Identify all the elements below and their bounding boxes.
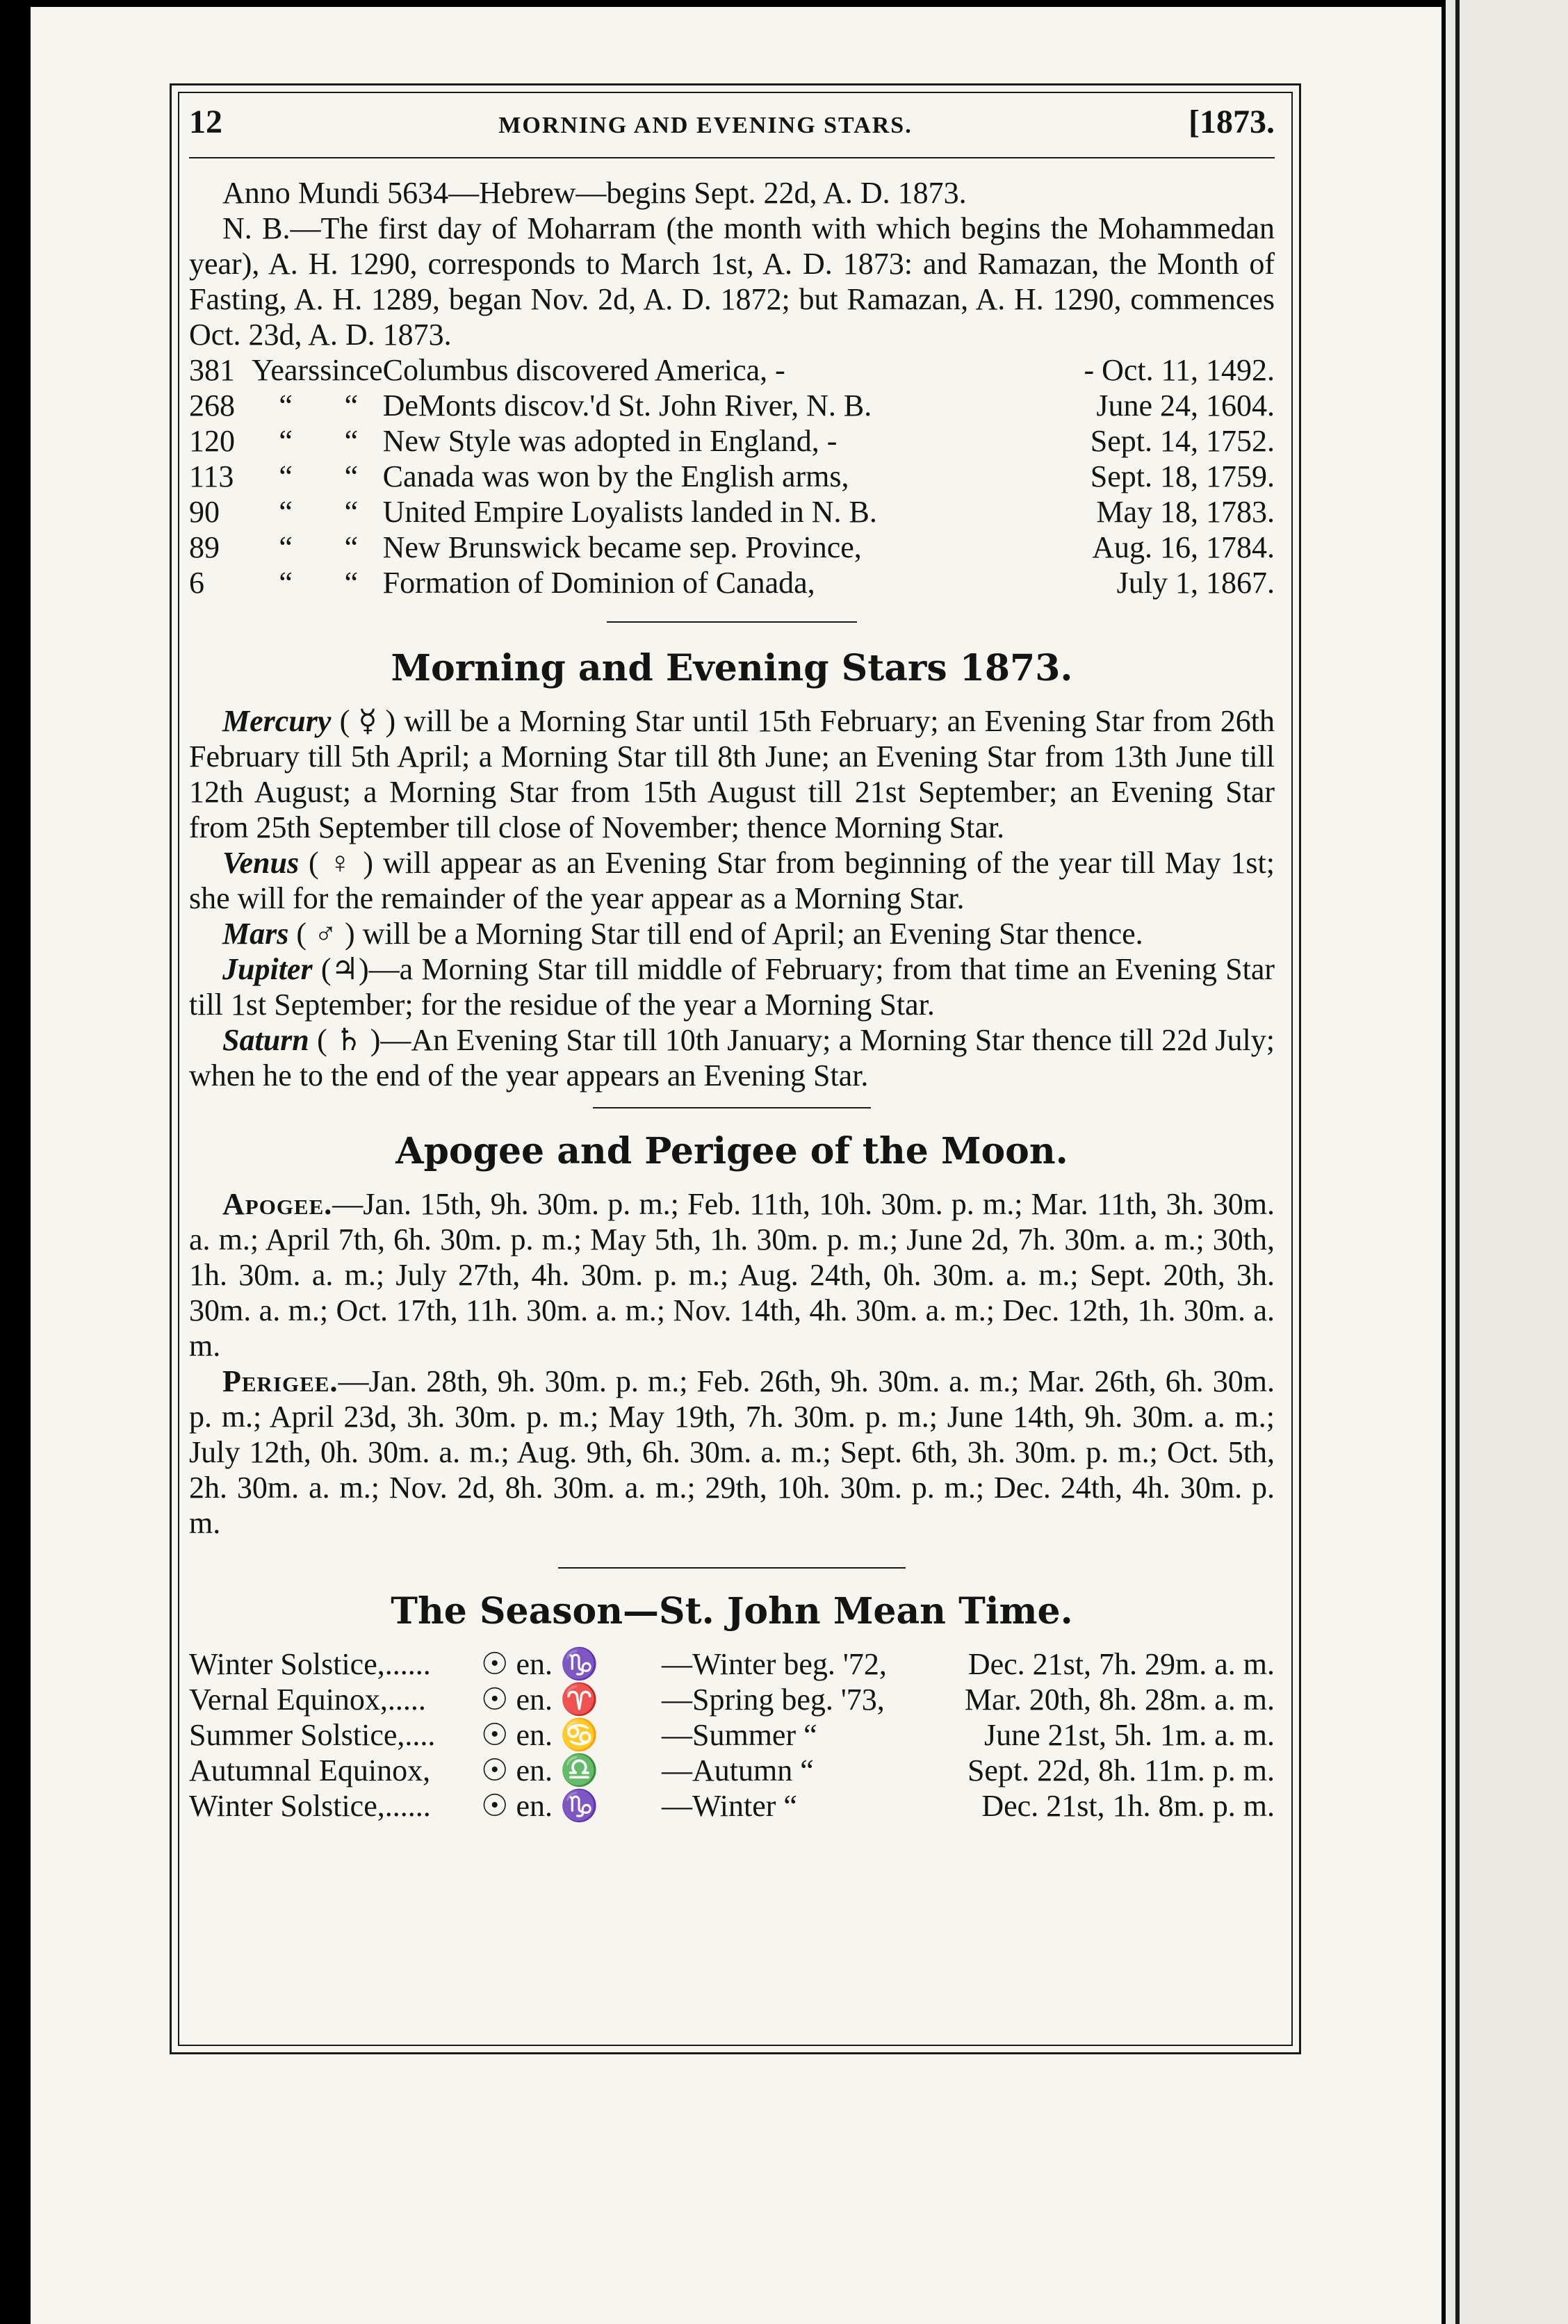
years-cell: 6 <box>189 566 204 600</box>
page-number: 12 <box>189 104 222 140</box>
ditto-cell: “ <box>344 530 359 564</box>
moon-heading: Apogee and Perigee of the Moon. <box>395 1130 1068 1172</box>
table-row <box>189 423 1275 459</box>
moharram-note: N. B.—The first day of Moharram (the month with which begins the Mohammedan year), A. H. 1290, corresponds to March 1st, A. D. 1873: and Ramazan, the Month of Fasting, A. H. 1289, began Nov. 2d, A. D. 1872; but Ramazan, A. H. 1290, commences Oct. 23d, A. D. 1873. <box>189 211 1275 352</box>
sun-sign-icon: ☉ en. ♑ <box>481 1647 598 1681</box>
planet-name: Mercury <box>222 704 332 738</box>
section-divider <box>593 1107 871 1108</box>
ditto-cell: “ <box>279 388 293 423</box>
years-cell: 90 <box>189 495 220 529</box>
facing-page-edge <box>1446 0 1568 2324</box>
apogee-label: Apogee. <box>222 1187 333 1221</box>
apogee-paragraph <box>189 1186 1275 1364</box>
venus-symbol-icon: ( ♀ ) <box>309 846 374 880</box>
ditto-cell: “ <box>279 566 293 600</box>
anno-mundi-line: Anno Mundi 5634—Hebrew—begins Sept. 22d, A. D. 1873. <box>222 176 967 210</box>
section-divider <box>558 1567 906 1569</box>
ditto-cell: “ <box>344 566 359 600</box>
jupiter-paragraph <box>189 951 1275 1022</box>
table-row <box>189 1682 1275 1717</box>
saturn-paragraph <box>189 1022 1275 1093</box>
stars-heading: Morning and Evening Stars 1873. <box>391 647 1073 689</box>
table-row <box>189 494 1275 530</box>
event-cell: Canada was won by the English arms, <box>382 459 849 493</box>
season-time: Mar. 20th, 8h. 28m. a. m. <box>964 1683 1275 1717</box>
season-time: Dec. 21st, 1h. 8m. p. m. <box>981 1789 1275 1823</box>
season-desc: —Winter “ <box>662 1789 797 1823</box>
date-cell: - Oct. 11, 1492. <box>1084 353 1275 387</box>
venus-paragraph <box>189 845 1275 916</box>
ditto-cell: “ <box>279 530 293 564</box>
event-cell: United Empire Loyalists landed in N. B. <box>382 495 877 529</box>
season-name: Winter Solstice,...... <box>189 1647 431 1681</box>
season-name: Summer Solstice,.... <box>189 1718 436 1752</box>
perigee-text: —Jan. 28th, 9h. 30m. p. m.; Feb. 26th, 9h. 30m. a. m.; Mar. 26th, 6h. 30m. p. m.; April 23d, 3h. 30m. p. m.; May 19th, 7h. 30m. p. m.; June 14th, 9h. 30m. a. m.; July 12th, 0h. 30m. a. m.; Aug. 9th, 6h. 30m. a. m.; Sept. 6th, 3h. 30m. p. m.; Oct. 5th, 2h. 30m. a. m.; Nov. 2d, 8h. 30m. a. m.; 29th, 10h. 30m. p. m.; Dec. 24th, 4h. 30m. p. m. <box>189 1364 1275 1540</box>
table-row <box>189 1717 1275 1753</box>
season-desc: —Autumn “ <box>662 1753 814 1787</box>
table-row <box>189 388 1275 423</box>
season-desc: —Winter beg. '72, <box>662 1647 887 1681</box>
season-name: Winter Solstice,...... <box>189 1789 431 1823</box>
table-row <box>189 565 1275 600</box>
season-desc: —Summer “ <box>662 1718 817 1752</box>
perigee-label: Perigee. <box>222 1364 338 1398</box>
date-cell: May 18, 1783. <box>1096 495 1275 529</box>
years-cell: 89 <box>189 530 220 564</box>
years-cell: 381 <box>189 353 235 387</box>
date-cell: Sept. 18, 1759. <box>1090 459 1275 493</box>
season-name: Autumnal Equinox, <box>189 1753 431 1787</box>
gutter-line <box>1455 0 1460 2324</box>
sun-sign-icon: ☉ en. ♎ <box>481 1753 598 1787</box>
date-cell: Aug. 16, 1784. <box>1092 530 1275 564</box>
years-cell: 113 <box>189 459 234 493</box>
seasons-table <box>189 1646 1275 1824</box>
seasons-heading: The Season—St. John Mean Time. <box>391 1590 1073 1632</box>
running-head <box>189 104 1275 158</box>
event-cell: New Style was adopted in England, - <box>382 424 838 458</box>
years-cell: 120 <box>189 424 235 458</box>
mercury-paragraph <box>189 703 1275 845</box>
planet-text: will be a Morning Star till end of April; an Evening Star thence. <box>354 917 1143 951</box>
sun-sign-icon: ☉ en. ♈ <box>481 1683 598 1717</box>
running-year: [1873. <box>1189 104 1275 140</box>
ditto-cell: “ <box>279 459 293 493</box>
mercury-symbol-icon: ( ☿ ) <box>339 704 396 738</box>
mars-paragraph <box>189 916 1275 951</box>
ditto-cell: “ <box>344 495 359 529</box>
table-row <box>189 1753 1275 1788</box>
saturn-symbol-icon: ( ♄ ) <box>317 1023 381 1057</box>
date-cell: Sept. 14, 1752. <box>1090 424 1275 458</box>
season-desc: —Spring beg. '73, <box>662 1683 885 1717</box>
ditto-cell: “ <box>344 459 359 493</box>
jupiter-symbol-icon: (♃) <box>320 952 369 986</box>
date-cell: June 24, 1604. <box>1096 388 1275 423</box>
planet-text: —a Morning Star till middle of February; from that time an Evening Star till 1st September; for the residue of the year a Morning Star. <box>189 952 1275 1022</box>
sun-sign-icon: ☉ en. ♋ <box>481 1718 598 1752</box>
date-cell: July 1, 1867. <box>1116 566 1275 600</box>
event-cell: New Brunswick became sep. Province, <box>382 530 862 564</box>
ditto-cell: “ <box>279 495 293 529</box>
event-cell: Formation of Dominion of Canada, <box>382 566 815 600</box>
ditto-cell: “ <box>279 424 293 458</box>
section-divider <box>607 621 857 623</box>
apogee-text: —Jan. 15th, 9h. 30m. p. m.; Feb. 11th, 10h. 30m. p. m.; Mar. 11th, 3h. 30m. a. m.; April 7th, 6h. 30m. p. m.; May 5th, 1h. 30m. p. m.; June 2d, 7h. 30m. a. m.; 30th, 1h. 30m. a. m.; July 27th, 4h. 30m. p. m.; Aug. 24th, 0h. 30m. a. m.; Sept. 20th, 3h. 30m. a. m.; Oct. 17th, 11h. 30m. a. m.; Nov. 14th, 4h. 30m. a. m.; Dec. 12th, 1h. 30m. a. m. <box>189 1187 1275 1363</box>
season-time: Sept. 22d, 8h. 11m. p. m. <box>967 1753 1275 1787</box>
planet-text: will appear as an Evening Star from beginning of the year till May 1st; she will for the remainder of the year appear as a Morning Star. <box>189 846 1275 915</box>
sun-sign-icon: ☉ en. ♑ <box>481 1789 598 1823</box>
ditto-cell: “ <box>344 388 359 423</box>
ditto-cell: since <box>320 353 383 387</box>
planet-text: will be a Morning Star until 15th February; an Evening Star from 26th February till 5th April; a Morning Star till 8th June; an Evening Star from 13th June till 12th August; a Morning Star from 15th August till 21st September; an Evening Star from 25th September till close of November; thence Morning Star. <box>189 704 1275 844</box>
event-cell: DeMonts discov.'d St. John River, N. B. <box>382 388 872 423</box>
mars-symbol-icon: ( ♂ ) <box>296 917 355 951</box>
planet-text: —An Evening Star till 10th January; a Morning Star thence till 22d July; when he to the end of the year appears an Evening Star. <box>189 1023 1275 1093</box>
planet-name: Venus <box>222 846 300 880</box>
event-cell: Columbus discovered America, - <box>382 353 785 387</box>
season-name: Vernal Equinox,..... <box>189 1683 426 1717</box>
years-cell: 268 <box>189 388 235 423</box>
table-row <box>189 1646 1275 1682</box>
ditto-cell: “ <box>344 424 359 458</box>
page-content <box>189 104 1275 1824</box>
table-row <box>189 530 1275 565</box>
table-row <box>189 352 1275 388</box>
table-row <box>189 1788 1275 1824</box>
season-time: June 21st, 5h. 1m. a. m. <box>984 1718 1275 1752</box>
running-title: MORNING AND EVENING STARS. <box>498 113 913 138</box>
planet-name: Jupiter <box>222 952 313 986</box>
season-time: Dec. 21st, 7h. 29m. a. m. <box>967 1647 1275 1681</box>
perigee-paragraph <box>189 1364 1275 1541</box>
ditto-cell: Years <box>252 353 320 387</box>
table-row <box>189 459 1275 494</box>
anniversary-table <box>189 352 1275 600</box>
planet-name: Mars <box>222 917 289 951</box>
planet-name: Saturn <box>222 1023 309 1057</box>
